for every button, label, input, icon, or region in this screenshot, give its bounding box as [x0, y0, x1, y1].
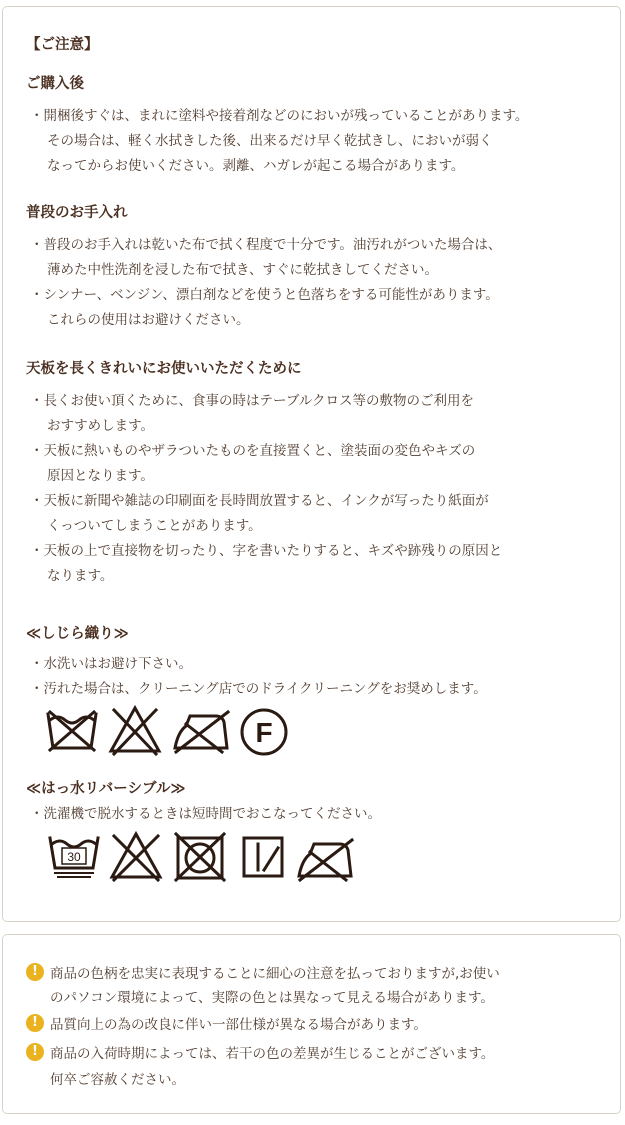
disclaimer-line: 何卒ご容赦ください。: [50, 1072, 185, 1088]
no-tumble-dry-icon: [174, 832, 226, 882]
section-heading-tabletop: 天板を長くきれいにお使いいただくために: [26, 361, 302, 377]
disclaimer-line: 商品の色柄を忠実に表現することに細心の注意を払っておりますが,お使い: [50, 966, 500, 982]
body-line: ・長くお使い頂くために、食事の時はテーブルクロス等の敷物のご利用を: [30, 393, 475, 409]
body-line: なってからお使いください。剥離、ハガレが起こる場合があります。: [47, 158, 465, 174]
body-line: おすすめします。: [47, 418, 155, 434]
line-dry-icon: [240, 834, 286, 880]
body-line: ・普段のお手入れは乾いた布で拭く程度で十分です。油汚れがついた場合は、: [30, 237, 502, 253]
no-iron-icon: [296, 834, 356, 882]
body-line: ・洗濯機で脱水するときは短時間でおこなってください。: [30, 806, 381, 822]
body-line: なります。: [47, 568, 114, 584]
warning-icon: !: [26, 1043, 44, 1061]
section-heading-after-purchase: ご購入後: [26, 76, 84, 92]
warning-icon: !: [26, 963, 44, 981]
no-wash-icon: [46, 708, 98, 754]
warning-icon: !: [26, 1014, 44, 1032]
wash-30-icon: [48, 834, 100, 880]
body-line: ・天板に新聞や雑誌の印刷面を長時間放置すると、インクが写ったり紙面が: [30, 493, 489, 509]
section-heading-water-repellent: ≪はっ水リバーシブル≫: [26, 781, 186, 797]
disclaimer-line: のパソコン環境によって、実際の色とは異なって見える場合があります。: [50, 990, 494, 1006]
body-line: くっついてしまうことがあります。: [47, 518, 262, 534]
section-heading-shijira: ≪しじら織り≫: [26, 626, 129, 642]
body-line: ・水洗いはお避け下さい。: [30, 656, 192, 672]
wash-temp-label: 30: [67, 850, 81, 864]
section-heading-daily-care: 普段のお手入れ: [26, 205, 128, 221]
dry-clean-letter: F: [255, 717, 273, 748]
body-line: ・汚れた場合は、クリーニング店でのドライクリーニングをお奨めします。: [30, 681, 487, 697]
dry-clean-f-icon: [238, 706, 290, 758]
body-line: これらの使用はお避けください。: [47, 312, 250, 328]
disclaimer-line: 商品の入荷時期によっては、若干の色の差異が生じることがございます。: [50, 1046, 495, 1062]
body-line: ・天板に熱いものやザラついたものを直接置くと、塗装面の変色やキズの: [30, 443, 476, 459]
no-bleach-icon: [108, 704, 162, 756]
body-line: ・天板の上で直接物を切ったり、字を書いたりすると、キズや跡残りの原因と: [30, 543, 503, 559]
no-bleach-icon: [108, 830, 164, 882]
body-line: 原因となります。: [47, 468, 154, 484]
no-iron-icon: [172, 708, 232, 754]
body-line: ・シンナー、ベンジン、漂白剤などを使うと色落ちをする可能性があります。: [30, 287, 499, 303]
notice-title: 【ご注意】: [26, 37, 99, 53]
disclaimer-line: 品質向上の為の改良に伴い一部仕様が異なる場合があります。: [50, 1017, 427, 1033]
body-line: 薄めた中性洗剤を浸した布で拭き、すぐに乾拭きしてください。: [47, 262, 438, 278]
body-line: その場合は、軽く水拭きした後、出来るだけ早く乾拭きし、においが弱く: [47, 133, 493, 149]
body-line: ・開梱後すぐは、まれに塗料や接着剤などのにおいが残っていることがあります。: [30, 108, 529, 124]
